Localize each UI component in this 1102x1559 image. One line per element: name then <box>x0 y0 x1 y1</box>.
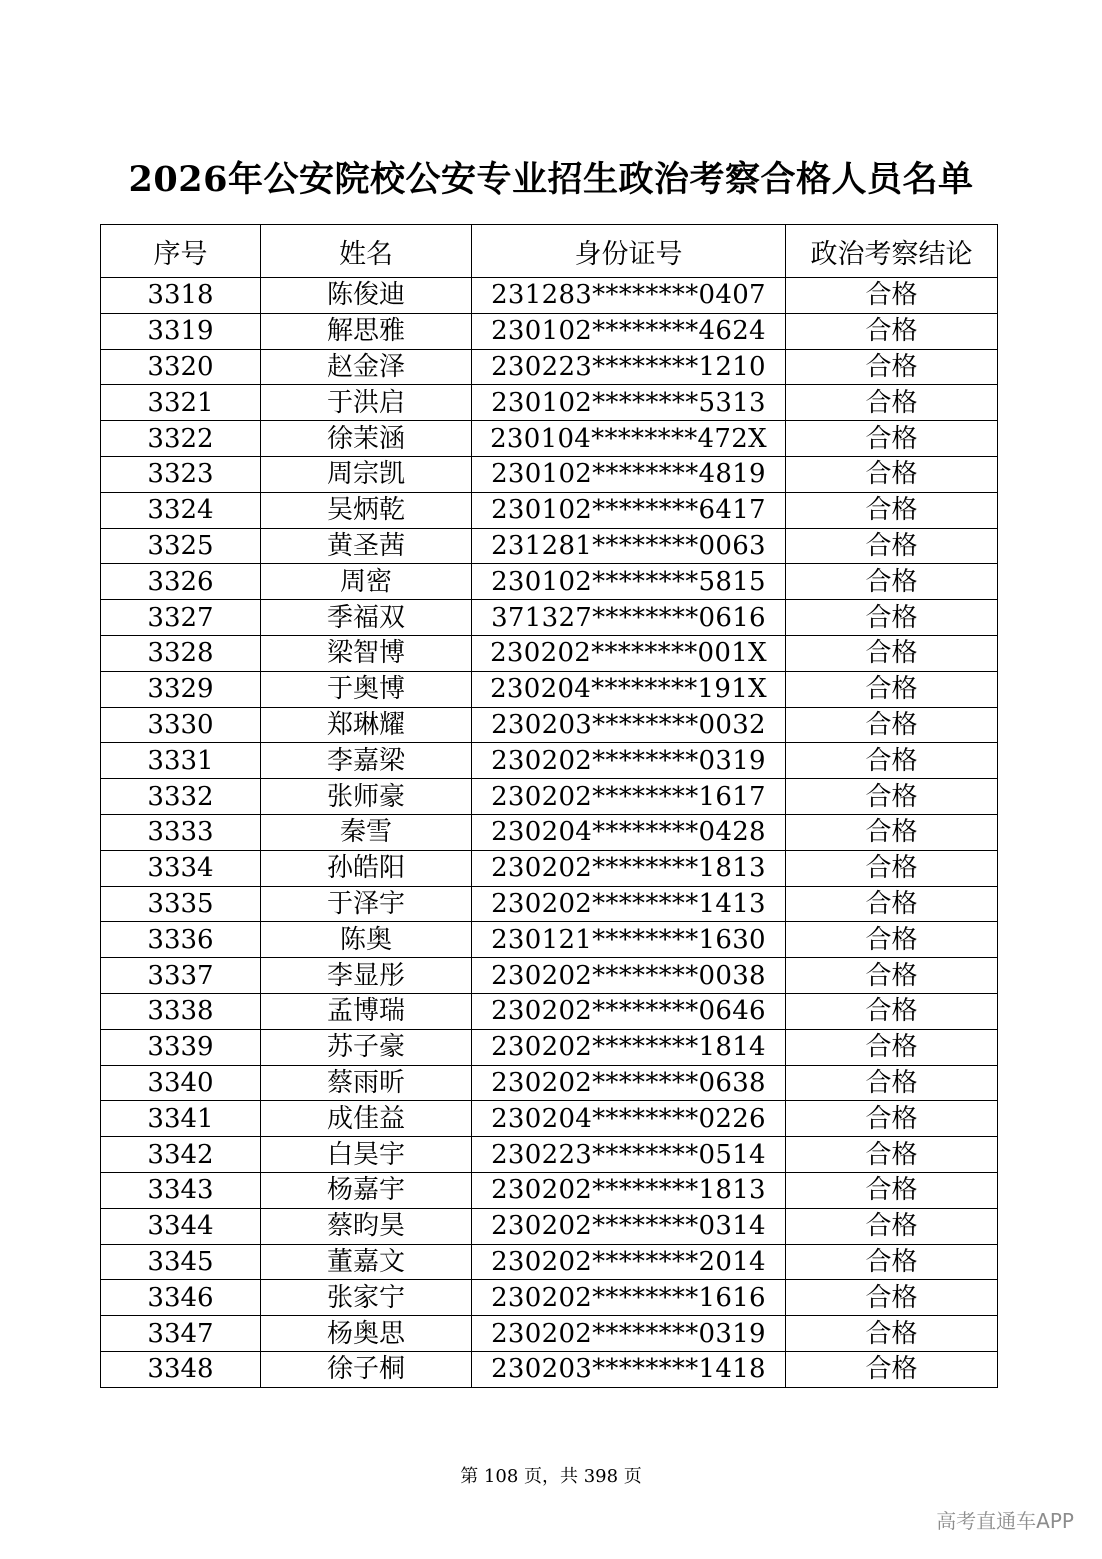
table-row <box>101 1137 998 1173</box>
cell-conclusion: 合格 <box>786 814 998 850</box>
table-body <box>101 278 998 1388</box>
cell-conclusion: 合格 <box>786 635 998 671</box>
table-row <box>101 1208 998 1244</box>
cell-conclusion: 合格 <box>786 1244 998 1280</box>
cell-name: 徐茉涵 <box>261 421 472 457</box>
cell-index: 3326 <box>101 564 261 600</box>
table-row <box>101 1029 998 1065</box>
cell-index: 3329 <box>101 671 261 707</box>
table-row <box>101 779 998 815</box>
cell-index: 3318 <box>101 278 261 314</box>
cell-id-number: 231283********0407 <box>472 278 786 314</box>
cell-name: 苏子豪 <box>261 1029 472 1065</box>
cell-id-number: 230102********5313 <box>472 385 786 421</box>
cell-index: 3340 <box>101 1065 261 1101</box>
table-row <box>101 385 998 421</box>
cell-id-number: 230202********0319 <box>472 743 786 779</box>
cell-id-number: 230202********1814 <box>472 1029 786 1065</box>
watermark: 高考直通车APP <box>936 1509 1074 1533</box>
cell-name: 郑琳耀 <box>261 707 472 743</box>
cell-index: 3336 <box>101 922 261 958</box>
table-row <box>101 456 998 492</box>
cell-conclusion: 合格 <box>786 671 998 707</box>
cell-id-number: 230102********4819 <box>472 456 786 492</box>
cell-id-number: 230202********0646 <box>472 993 786 1029</box>
cell-conclusion: 合格 <box>786 1351 998 1387</box>
cell-name: 董嘉文 <box>261 1244 472 1280</box>
cell-id-number: 230202********2014 <box>472 1244 786 1280</box>
cell-conclusion: 合格 <box>786 278 998 314</box>
cell-id-number: 230102********6417 <box>472 492 786 528</box>
cell-name: 杨奥思 <box>261 1316 472 1352</box>
table-row <box>101 600 998 636</box>
cell-conclusion: 合格 <box>786 600 998 636</box>
cell-name: 陈奥 <box>261 922 472 958</box>
cell-id-number: 230202********1617 <box>472 779 786 815</box>
cell-name: 成佳益 <box>261 1101 472 1137</box>
cell-id-number: 231281********0063 <box>472 528 786 564</box>
cell-id-number: 230204********0226 <box>472 1101 786 1137</box>
cell-name: 黄圣茜 <box>261 528 472 564</box>
table-row <box>101 1172 998 1208</box>
cell-id-number: 230202********1813 <box>472 850 786 886</box>
cell-index: 3324 <box>101 492 261 528</box>
cell-conclusion: 合格 <box>786 528 998 564</box>
table-row <box>101 958 998 994</box>
cell-conclusion: 合格 <box>786 850 998 886</box>
cell-index: 3337 <box>101 958 261 994</box>
cell-name: 张师豪 <box>261 779 472 815</box>
cell-name: 季福双 <box>261 600 472 636</box>
cell-index: 3333 <box>101 814 261 850</box>
cell-name: 孙皓阳 <box>261 850 472 886</box>
cell-index: 3343 <box>101 1172 261 1208</box>
cell-name: 杨嘉宇 <box>261 1172 472 1208</box>
table-row <box>101 671 998 707</box>
cell-id-number: 230202********1413 <box>472 886 786 922</box>
cell-name: 于洪启 <box>261 385 472 421</box>
cell-index: 3330 <box>101 707 261 743</box>
cell-name: 解思雅 <box>261 313 472 349</box>
cell-name: 徐子桐 <box>261 1351 472 1387</box>
header-name: 姓名 <box>261 225 472 278</box>
cell-index: 3335 <box>101 886 261 922</box>
cell-index: 3344 <box>101 1208 261 1244</box>
cell-id-number: 230102********5815 <box>472 564 786 600</box>
cell-id-number: 230121********1630 <box>472 922 786 958</box>
table-row <box>101 922 998 958</box>
cell-index: 3322 <box>101 421 261 457</box>
cell-index: 3321 <box>101 385 261 421</box>
cell-conclusion: 合格 <box>786 958 998 994</box>
cell-index: 3341 <box>101 1101 261 1137</box>
table-row <box>101 564 998 600</box>
table-row <box>101 707 998 743</box>
cell-conclusion: 合格 <box>786 1280 998 1316</box>
cell-index: 3338 <box>101 993 261 1029</box>
table-row <box>101 1244 998 1280</box>
cell-id-number: 230203********0032 <box>472 707 786 743</box>
cell-id-number: 230204********191X <box>472 671 786 707</box>
cell-name: 秦雪 <box>261 814 472 850</box>
table-row <box>101 421 998 457</box>
table-row <box>101 635 998 671</box>
cell-conclusion: 合格 <box>786 421 998 457</box>
cell-id-number: 230202********0638 <box>472 1065 786 1101</box>
cell-conclusion: 合格 <box>786 1029 998 1065</box>
cell-id-number: 230202********0319 <box>472 1316 786 1352</box>
table-row <box>101 814 998 850</box>
cell-conclusion: 合格 <box>786 1316 998 1352</box>
cell-conclusion: 合格 <box>786 1101 998 1137</box>
cell-conclusion: 合格 <box>786 1065 998 1101</box>
document-title: 2026年公安院校公安专业招生政治考察合格人员名单 <box>128 159 974 200</box>
table-row <box>101 993 998 1029</box>
table-row <box>101 492 998 528</box>
cell-conclusion: 合格 <box>786 456 998 492</box>
table-row <box>101 1316 998 1352</box>
table-row <box>101 1065 998 1101</box>
cell-index: 3339 <box>101 1029 261 1065</box>
cell-name: 周宗凯 <box>261 456 472 492</box>
cell-index: 3348 <box>101 1351 261 1387</box>
cell-index: 3331 <box>101 743 261 779</box>
cell-conclusion: 合格 <box>786 779 998 815</box>
cell-conclusion: 合格 <box>786 349 998 385</box>
cell-id-number: 230204********0428 <box>472 814 786 850</box>
cell-conclusion: 合格 <box>786 385 998 421</box>
cell-conclusion: 合格 <box>786 1137 998 1173</box>
cell-id-number: 230102********4624 <box>472 313 786 349</box>
table-row <box>101 1101 998 1137</box>
table-row <box>101 349 998 385</box>
table-header-row <box>101 225 998 278</box>
cell-id-number: 230202********0038 <box>472 958 786 994</box>
cell-name: 于泽宇 <box>261 886 472 922</box>
cell-index: 3320 <box>101 349 261 385</box>
cell-name: 周密 <box>261 564 472 600</box>
cell-name: 孟博瑞 <box>261 993 472 1029</box>
cell-conclusion: 合格 <box>786 922 998 958</box>
cell-index: 3334 <box>101 850 261 886</box>
header-id-number: 身份证号 <box>472 225 786 278</box>
cell-name: 梁智博 <box>261 635 472 671</box>
cell-conclusion: 合格 <box>786 1172 998 1208</box>
cell-index: 3332 <box>101 779 261 815</box>
cell-id-number: 230202********0314 <box>472 1208 786 1244</box>
cell-index: 3345 <box>101 1244 261 1280</box>
cell-conclusion: 合格 <box>786 743 998 779</box>
cell-conclusion: 合格 <box>786 1208 998 1244</box>
table-row <box>101 850 998 886</box>
table-row <box>101 1280 998 1316</box>
cell-conclusion: 合格 <box>786 492 998 528</box>
table-row <box>101 528 998 564</box>
table-row <box>101 743 998 779</box>
cell-id-number: 230202********1813 <box>472 1172 786 1208</box>
table-row <box>101 278 998 314</box>
page-number: 第 108 页，共 398 页 <box>460 1466 642 1487</box>
cell-conclusion: 合格 <box>786 313 998 349</box>
cell-name: 赵金泽 <box>261 349 472 385</box>
cell-id-number: 230202********1616 <box>472 1280 786 1316</box>
cell-index: 3325 <box>101 528 261 564</box>
cell-name: 蔡雨昕 <box>261 1065 472 1101</box>
cell-name: 张家宁 <box>261 1280 472 1316</box>
table-row <box>101 313 998 349</box>
cell-index: 3323 <box>101 456 261 492</box>
cell-name: 吴炳乾 <box>261 492 472 528</box>
cell-id-number: 371327********0616 <box>472 600 786 636</box>
cell-id-number: 230104********472X <box>472 421 786 457</box>
table-row <box>101 886 998 922</box>
header-conclusion: 政治考察结论 <box>786 225 998 278</box>
cell-name: 白昊宇 <box>261 1137 472 1173</box>
cell-id-number: 230223********1210 <box>472 349 786 385</box>
cell-name: 蔡昀昊 <box>261 1208 472 1244</box>
roster-table <box>100 224 998 1388</box>
cell-name: 陈俊迪 <box>261 278 472 314</box>
cell-index: 3327 <box>101 600 261 636</box>
cell-index: 3319 <box>101 313 261 349</box>
header-index: 序号 <box>101 225 261 278</box>
cell-index: 3346 <box>101 1280 261 1316</box>
cell-name: 于奥博 <box>261 671 472 707</box>
cell-index: 3347 <box>101 1316 261 1352</box>
cell-conclusion: 合格 <box>786 707 998 743</box>
cell-name: 李嘉梁 <box>261 743 472 779</box>
cell-index: 3342 <box>101 1137 261 1173</box>
cell-conclusion: 合格 <box>786 886 998 922</box>
cell-id-number: 230202********001X <box>472 635 786 671</box>
cell-conclusion: 合格 <box>786 564 998 600</box>
cell-id-number: 230203********1418 <box>472 1351 786 1387</box>
cell-name: 李显彤 <box>261 958 472 994</box>
cell-id-number: 230223********0514 <box>472 1137 786 1173</box>
table-row <box>101 1351 998 1387</box>
cell-conclusion: 合格 <box>786 993 998 1029</box>
cell-index: 3328 <box>101 635 261 671</box>
